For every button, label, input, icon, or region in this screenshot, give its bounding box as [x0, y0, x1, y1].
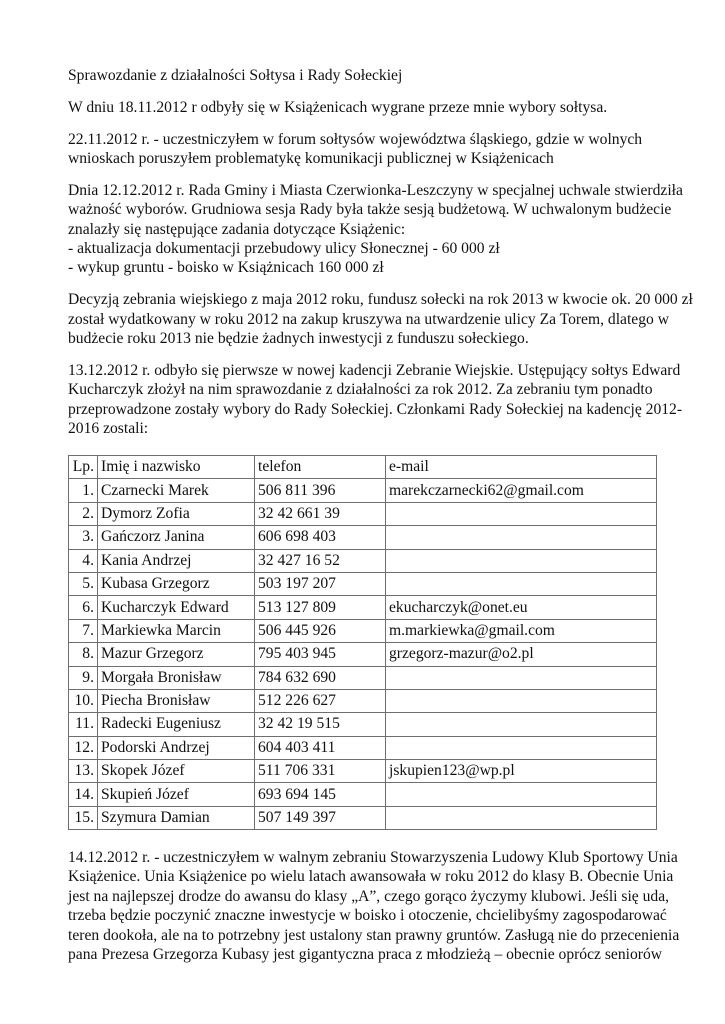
cell-name: Szymura Damian: [98, 806, 255, 829]
table-row: [69, 502, 657, 525]
cell-name: Kania Andrzej: [98, 549, 255, 572]
paragraph-line: trzeba będzie poczynić znaczne inwestycje w boisko i otoczenie, chcielibyśmy zagospodarować: [68, 907, 667, 925]
cell-name: Kucharczyk Edward: [98, 596, 255, 619]
cell-lp: 7.: [69, 619, 98, 642]
cell-lp: 15.: [69, 806, 98, 829]
cell-phone: 513 127 809: [255, 596, 386, 619]
cell-phone: 503 197 207: [255, 572, 386, 595]
cell-name: Morgała Bronisław: [98, 666, 255, 689]
paragraph-line: został wydatkowany w roku 2012 na zakup kruszywa na utwardzenie ulicy Za Torem, dlatego w: [68, 310, 669, 328]
cell-lp: 9.: [69, 666, 98, 689]
table-row: [69, 619, 657, 642]
document-body-top: [68, 66, 693, 451]
cell-name: Podorski Andrzej: [98, 736, 255, 759]
cell-lp: 14.: [69, 783, 98, 806]
table-row: [69, 643, 657, 666]
cell-lp: 4.: [69, 549, 98, 572]
cell-email: m.markiewka@gmail.com: [386, 619, 657, 642]
paragraphs-before-table: [68, 98, 693, 439]
paragraph-line: znalazły się następujące zadania dotyczące Książenic:: [68, 220, 406, 238]
cell-name: Piecha Bronisław: [98, 689, 255, 712]
paragraph-line: - wykup gruntu - boisko w Książnicach 160 000 zł: [68, 259, 384, 277]
document-title: [68, 66, 668, 85]
header-email: e-mail: [386, 456, 657, 479]
cell-phone: 511 706 331: [255, 760, 386, 783]
paragraph-line: W dniu 18.11.2012 r odbyły się w Książenicach wygrane przeze mnie wybory sołtysa.: [68, 98, 608, 116]
table-row: [69, 549, 657, 572]
cell-phone: 693 694 145: [255, 783, 386, 806]
paragraph-line: teren dookoła, ale na to potrzebny jest ustalony stan prawny gruntów. Zasługą nie do przecenienia: [68, 926, 680, 944]
table-row: [69, 783, 657, 806]
table-row: [69, 572, 657, 595]
cell-name: Radecki Eugeniusz: [98, 713, 255, 736]
cell-phone: 604 403 411: [255, 736, 386, 759]
cell-phone: 32 42 661 39: [255, 502, 386, 525]
paragraph-line: budżecie roku 2013 nie będzie żadnych inwestycji z funduszu sołeckiego.: [68, 330, 529, 348]
cell-email: [386, 502, 657, 525]
cell-name: Czarnecki Marek: [98, 479, 255, 502]
cell-phone: 506 445 926: [255, 619, 386, 642]
paragraph-line: ważność wyborów. Grudniowa sesja Rady była także sesją budżetową. W uchwalonym budżecie: [68, 201, 672, 219]
header-lp: Lp.: [69, 456, 98, 479]
cell-email: [386, 736, 657, 759]
cell-lp: 13.: [69, 760, 98, 783]
cell-lp: 1.: [69, 479, 98, 502]
cell-email: [386, 549, 657, 572]
cell-phone: 784 632 690: [255, 666, 386, 689]
table-header-row: [69, 456, 657, 479]
cell-phone: 32 42 19 515: [255, 713, 386, 736]
cell-name: Mazur Grzegorz: [98, 643, 255, 666]
cell-name: Markiewka Marcin: [98, 619, 255, 642]
paragraph: [68, 361, 683, 439]
cell-lp: 10.: [69, 689, 98, 712]
cell-lp: 8.: [69, 643, 98, 666]
table-row: [69, 666, 657, 689]
cell-phone: 32 427 16 52: [255, 549, 386, 572]
cell-name: Gańczorz Janina: [98, 526, 255, 549]
cell-email: ekucharczyk@onet.eu: [386, 596, 657, 619]
cell-lp: 12.: [69, 736, 98, 759]
paragraph: [68, 181, 683, 278]
cell-email: [386, 526, 657, 549]
cell-name: Skopek Józef: [98, 760, 255, 783]
cell-name: Kubasa Grzegorz: [98, 572, 255, 595]
paragraph-line: Kucharczyk złożył na nim sprawozdanie z działalności za rok 2012. Za zebraniu tym ponadto: [68, 381, 653, 399]
cell-lp: 6.: [69, 596, 98, 619]
paragraph-line: przeprowadzone zostały wybory do Rady Sołeckiej. Członkami Rady Sołeckiej na kadencję 2012-: [68, 400, 683, 418]
paragraph-line: 2016 zostali:: [68, 420, 149, 438]
paragraph-line: pana Prezesa Grzegorza Kubasy jest gigantyczna praca z młodzieżą – obecnie oprócz seniorów: [68, 946, 663, 964]
title-line: Sprawozdanie z działalności Sołtysa i Rady Sołeckiej: [68, 67, 403, 84]
cell-email: [386, 783, 657, 806]
table-row: [69, 806, 657, 829]
table-row: [69, 596, 657, 619]
table-row: [69, 760, 657, 783]
table-row: [69, 689, 657, 712]
header-phone: telefon: [255, 456, 386, 479]
cell-phone: 606 698 403: [255, 526, 386, 549]
cell-email: jskupien123@wp.pl: [386, 760, 657, 783]
cell-name: Skupień Józef: [98, 783, 255, 806]
cell-name: Dymorz Zofia: [98, 502, 255, 525]
table-row: [69, 479, 657, 502]
cell-lp: 11.: [69, 713, 98, 736]
cell-phone: 512 226 627: [255, 689, 386, 712]
paragraphs-after-table: [68, 848, 680, 977]
paragraph-line: 22.11.2012 r. - uczestniczyłem w forum sołtysów województwa śląskiego, gdzie w wolnych: [68, 130, 643, 148]
paragraph-line: wnioskach poruszyłem problematykę komunikacji publicznej w Książenicach: [68, 150, 554, 167]
cell-email: marekczarnecki62@gmail.com: [386, 479, 657, 502]
council-members-table: [68, 455, 657, 830]
paragraph-line: Dnia 12.12.2012 r. Rada Gminy i Miasta Czerwionka-Leszczyny w specjalnej uchwale stwierdziła: [68, 181, 683, 199]
paragraph: [68, 130, 668, 169]
paragraph-line: Decyzją zebrania wiejskiego z maja 2012 roku, fundusz sołecki na rok 2013 w kwocie ok. 20 000 zł: [68, 291, 693, 309]
paragraph-line: - aktualizacja dokumentacji przebudowy ulicy Słonecznej - 60 000 zł: [68, 240, 500, 258]
table-row: [69, 736, 657, 759]
cell-email: [386, 572, 657, 595]
cell-email: [386, 689, 657, 712]
table-row: [69, 526, 657, 549]
cell-phone: 507 149 397: [255, 806, 386, 829]
cell-phone: 795 403 945: [255, 643, 386, 666]
paragraph-line: jest na najlepszej drodze do awansu do klasy „A”, czego gorąco życzymy klubowi. Jeśli się uda,: [68, 887, 670, 905]
cell-lp: 3.: [69, 526, 98, 549]
table-row: [69, 713, 657, 736]
cell-lp: 5.: [69, 572, 98, 595]
paragraph-line: 14.12.2012 r. - uczestniczyłem w walnym zebraniu Stowarzyszenia Ludowy Klub Sportowy Unia: [68, 849, 678, 866]
cell-email: [386, 666, 657, 689]
paragraph: [68, 98, 668, 117]
cell-lp: 2.: [69, 502, 98, 525]
paragraph: [68, 848, 680, 964]
cell-email: [386, 713, 657, 736]
cell-phone: 506 811 396: [255, 479, 386, 502]
cell-email: grzegorz-mazur@o2.pl: [386, 643, 657, 666]
header-name: Imię i nazwisko: [98, 456, 255, 479]
paragraph-line: Książenice. Unia Książenice po wielu latach awansowała w roku 2012 do klasy B. Obecnie Unia: [68, 868, 674, 886]
paragraph-line: 13.12.2012 r. odbyło się pierwsze w nowej kadencji Zebranie Wiejskie. Ustępujący sołtys Edward: [68, 361, 681, 379]
paragraph: [68, 290, 693, 348]
cell-email: [386, 806, 657, 829]
